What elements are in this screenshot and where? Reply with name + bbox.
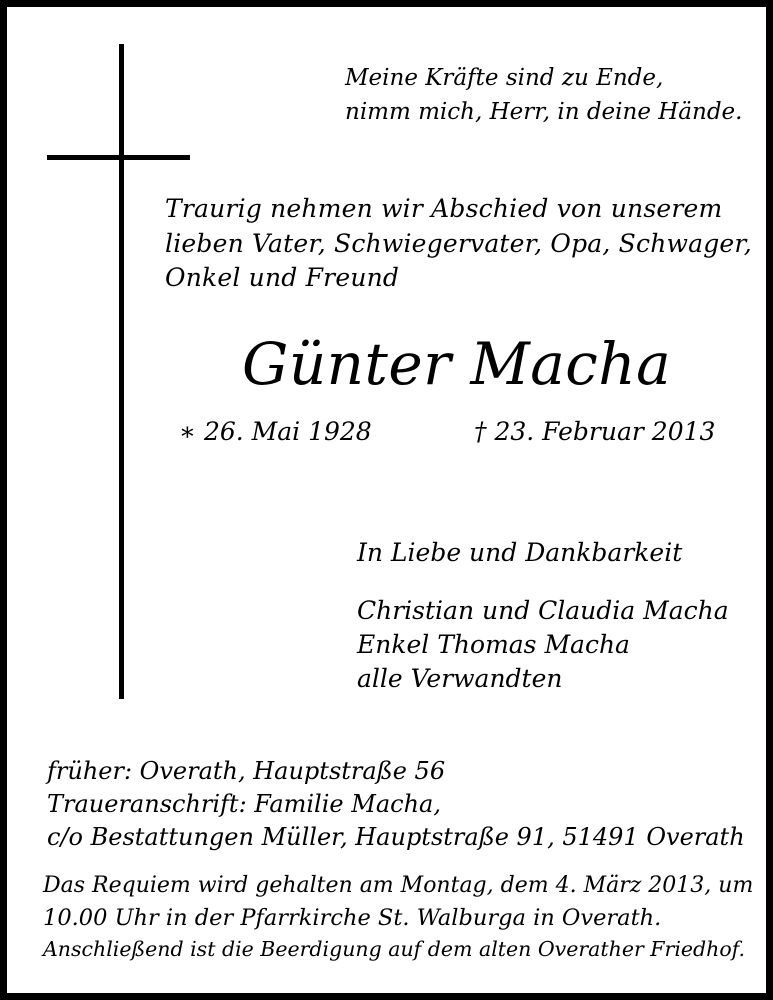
cross-icon-horizontal-bar xyxy=(47,155,190,160)
intro-line-2: lieben Vater, Schwiegervater, Opa, Schwager, xyxy=(165,229,752,258)
signoff-name: Enkel Thomas Macha xyxy=(357,630,630,659)
requiem-line-3: Anschließend ist die Beerdigung auf dem alten Overather Friedhof. xyxy=(43,937,746,961)
address-line-2: Traueranschrift: Familie Macha, xyxy=(47,790,441,818)
deceased-name: Günter Macha xyxy=(242,330,672,398)
address-line-3: c/o Bestattungen Müller, Hauptstraße 91, 51491 Overath xyxy=(47,823,745,851)
birth-date: ∗ 26. Mai 1928 xyxy=(179,417,372,446)
requiem-line-2: 10.00 Uhr in der Pfarrkirche St. Walburga in Overath. xyxy=(43,905,662,931)
death-date: † 23. Februar 2013 xyxy=(474,417,716,446)
cross-icon-vertical-bar xyxy=(119,44,124,699)
verse-line-1: Meine Kräfte sind zu Ende, xyxy=(345,65,664,91)
signoff-name: alle Verwandten xyxy=(357,664,563,693)
intro-line-3: Onkel und Freund xyxy=(165,263,400,292)
intro-line-1: Traurig nehmen wir Abschied von unserem xyxy=(165,194,723,223)
address-line-1: früher: Overath, Hauptstraße 56 xyxy=(47,757,446,785)
signoff-heading: In Liebe und Dankbarkeit xyxy=(357,538,683,567)
requiem-line-1: Das Requiem wird gehalten am Montag, dem 4. März 2013, um xyxy=(43,873,754,898)
verse-line-2: nimm mich, Herr, in deine Hände. xyxy=(345,99,743,125)
signoff-name: Christian und Claudia Macha xyxy=(357,596,729,625)
